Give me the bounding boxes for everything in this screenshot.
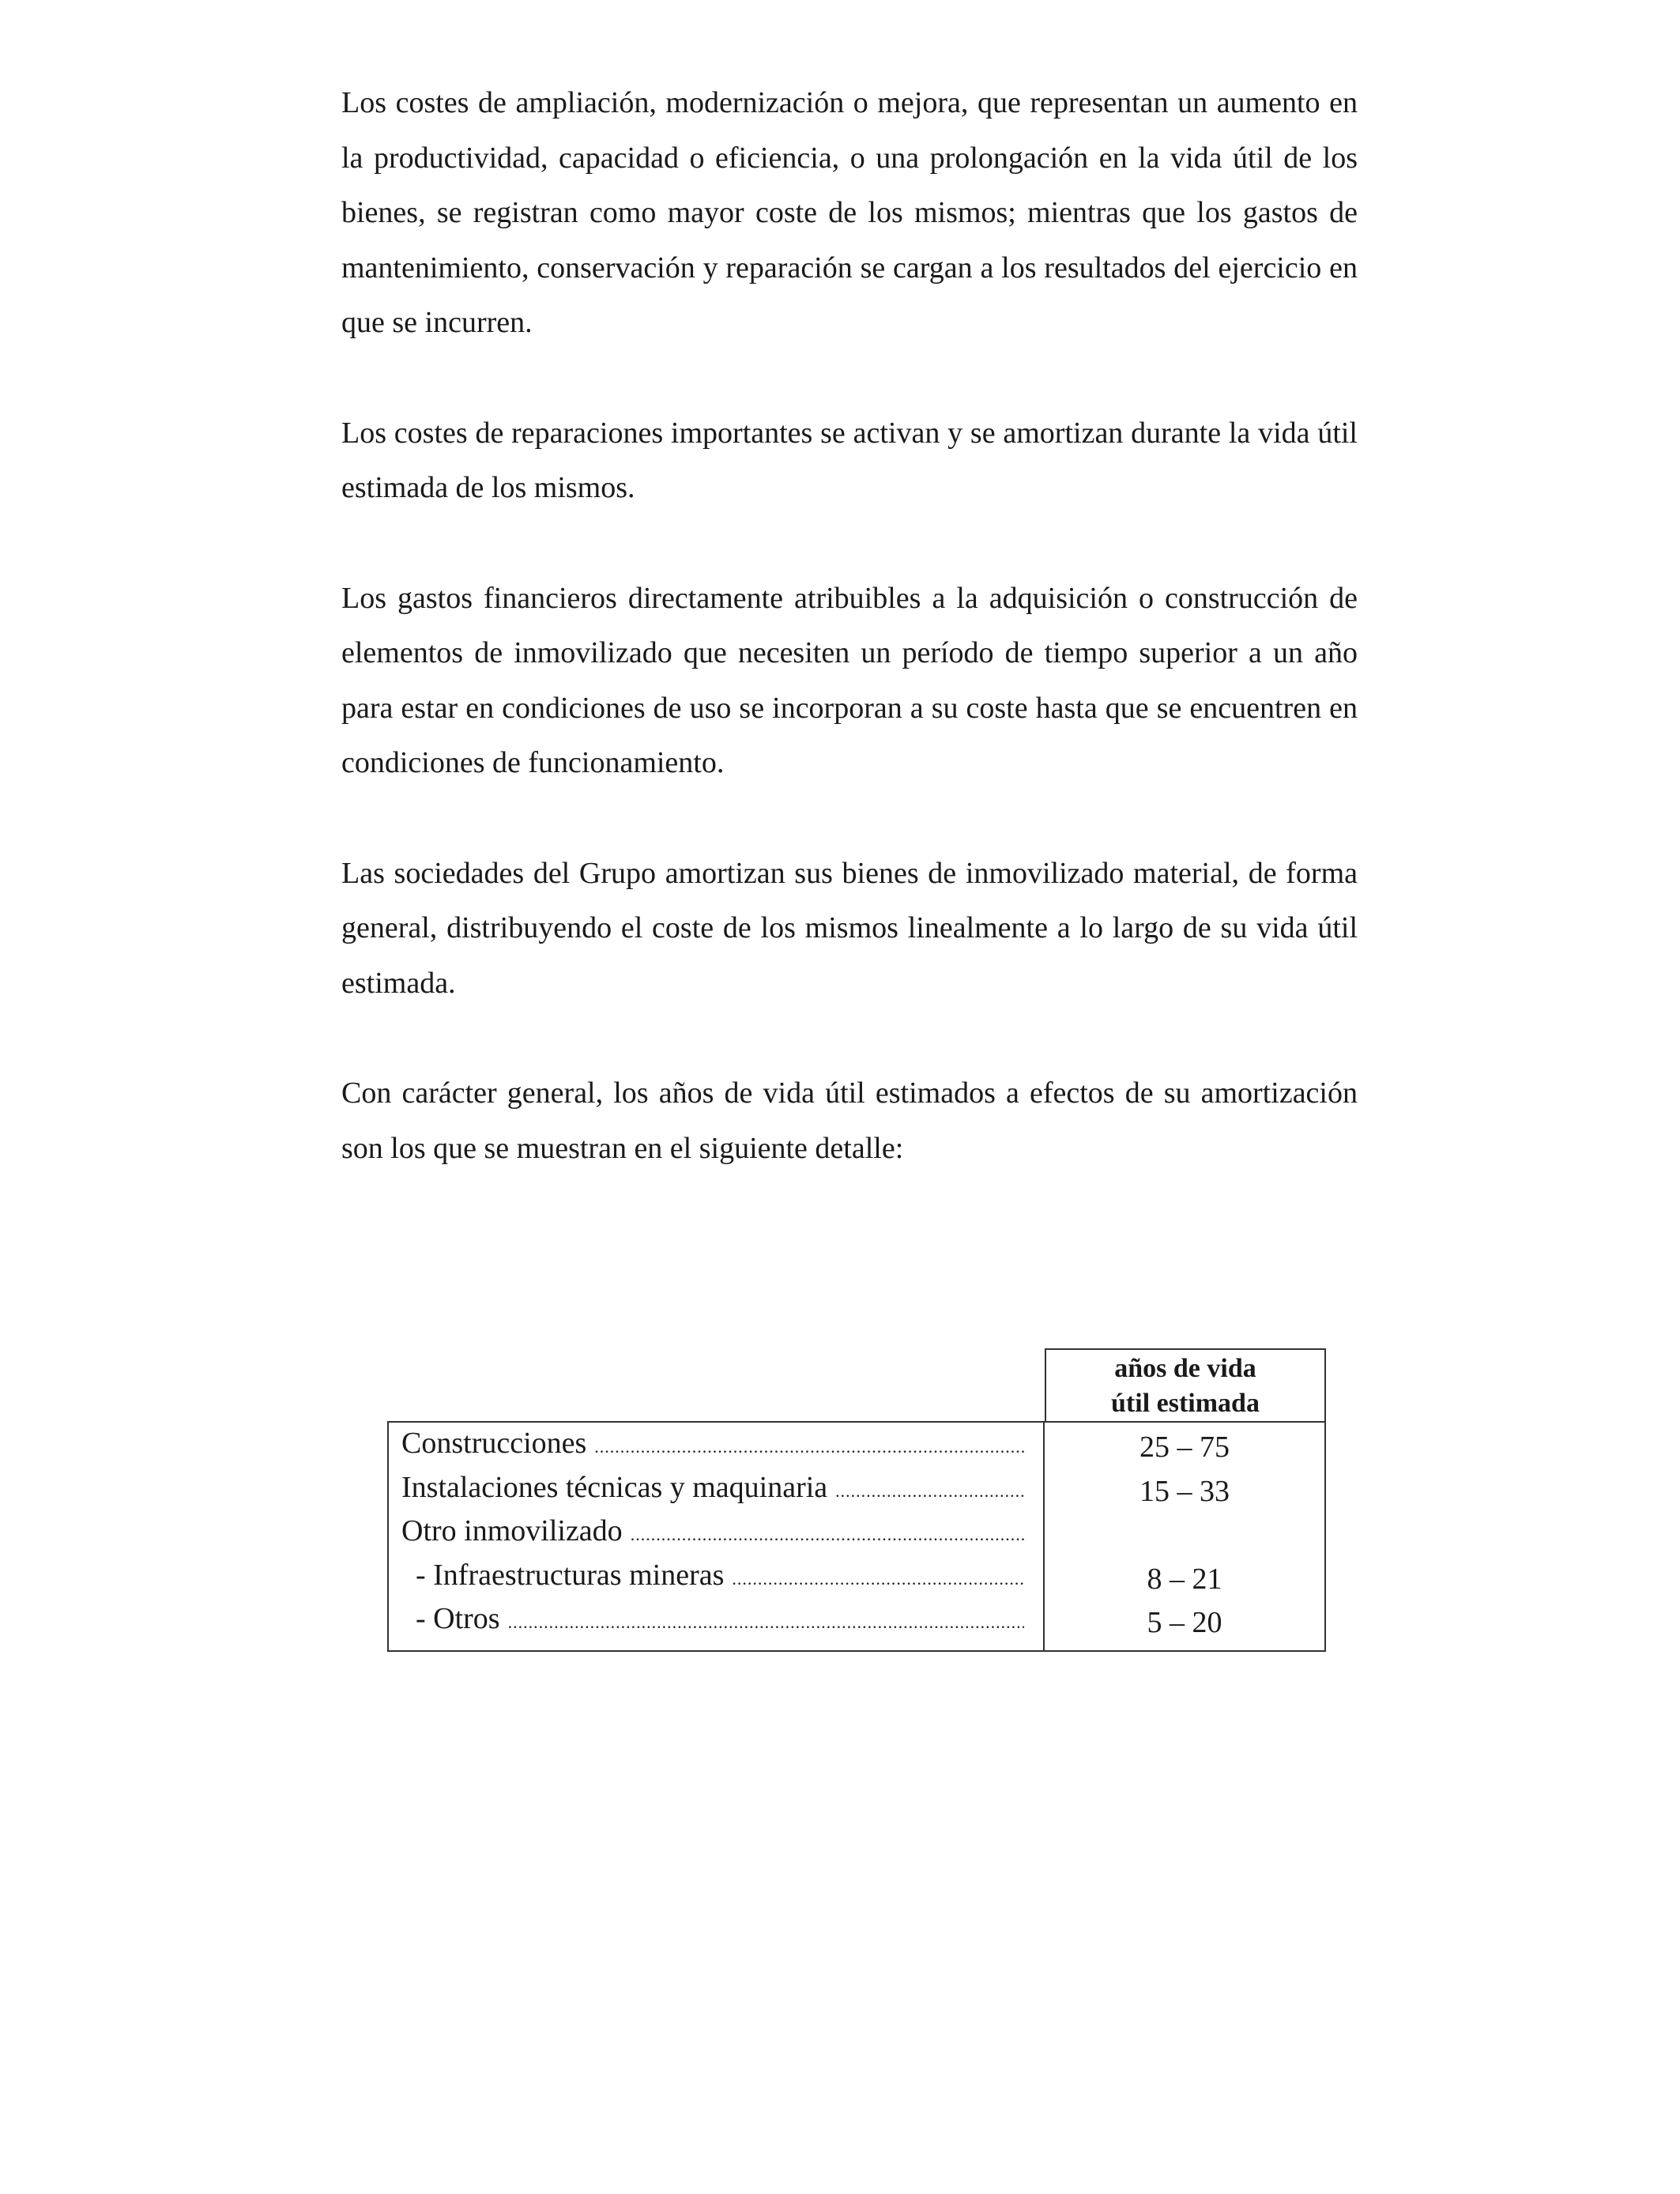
paragraph-amortizacion: Las sociedades del Grupo amortizan sus bienes de inmovilizado material, de forma general, distribuyendo el coste de los mismos linealmente a lo largo de su vida útil estimada.: [341, 856, 1358, 1000]
document-body: [341, 76, 1358, 1231]
row-label-text: - Otros: [416, 1602, 500, 1636]
table-row-label: [401, 1514, 1024, 1558]
table-body: [387, 1421, 1326, 1652]
table-header-cell: [1045, 1348, 1326, 1423]
dot-leader: [835, 1481, 1024, 1502]
row-label-text: Instalaciones técnicas y maquinaria: [401, 1470, 828, 1504]
table-row-value: 15 – 33: [1139, 1474, 1230, 1508]
table-label-column: [389, 1423, 1045, 1650]
table-row-value: 8 – 21: [1147, 1562, 1222, 1596]
table-row-label: [401, 1470, 1024, 1514]
table-row-value: 5 – 20: [1147, 1606, 1222, 1640]
dot-leader: [732, 1569, 1024, 1589]
dot-leader: [508, 1612, 1024, 1633]
table-row-value: 25 – 75: [1139, 1431, 1230, 1464]
row-label-text: - Infraestructuras mineras: [416, 1558, 725, 1592]
table-header-line-1: años de vida: [1114, 1354, 1256, 1383]
row-label-text: Construcciones: [401, 1427, 587, 1460]
paragraph-gastos-financieros: Los gastos financieros directamente atribuibles a la adquisición o construcción de elementos de inmovilizado que necesiten un período de tiempo superior a un año para estar en condiciones de uso se incorporan a su coste hasta que se encuentren en condiciones de funcionamiento.: [341, 581, 1358, 779]
table-header-row: [387, 1348, 1326, 1421]
table-value-column: [1045, 1423, 1324, 1650]
dot-leader: [631, 1525, 1024, 1545]
table-row-label: [401, 1601, 1024, 1646]
table-header-line-2: útil estimada: [1111, 1389, 1260, 1418]
table-row-label: [401, 1426, 1024, 1470]
useful-life-table: [387, 1348, 1326, 1652]
paragraph-vida-util: Con carácter general, los años de vida útil estimados a efectos de su amortización son los que se muestran en el siguiente detalle:: [341, 1076, 1358, 1165]
table-row-value: [1045, 1514, 1324, 1558]
dot-leader: [594, 1437, 1024, 1457]
paragraph-reparaciones: Los costes de reparaciones importantes se activan y se amortizan durante la vida útil estimada de los mismos.: [341, 416, 1358, 504]
row-label-text: Otro inmovilizado: [401, 1514, 623, 1548]
table-row-label: [401, 1558, 1024, 1602]
paragraph-ampliacion: Los costes de ampliación, modernización o mejora, que representan un aumento en la productividad, capacidad o eficiencia, o una prolongación en la vida útil de los bienes, se registran como mayor coste de los mismos; mientras que los gastos de mantenimiento, conservación y reparación se cargan a los resultados del ejercicio en que se incurren.: [341, 86, 1358, 339]
